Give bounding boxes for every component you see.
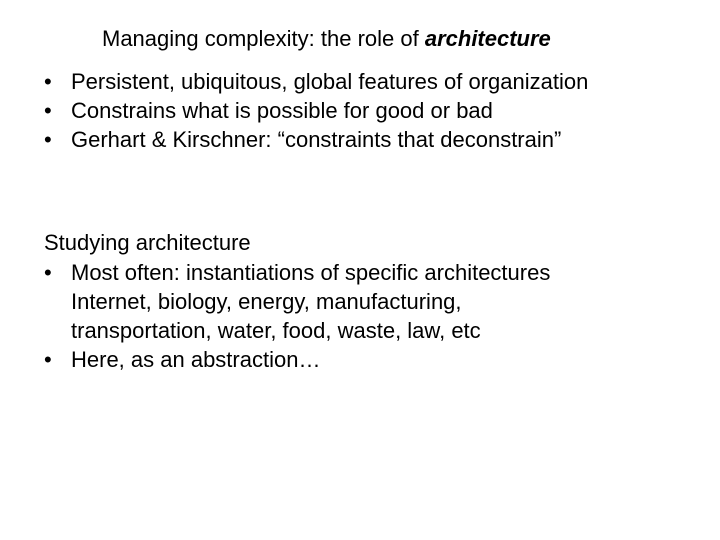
bullet-marker: • [44,127,52,152]
continuation-text: transportation, water, food, waste, law, etc [71,318,481,343]
continuation-text: Internet, biology, energy, manufacturing, [71,289,462,314]
title-emphasis: architecture [424,26,551,51]
slide-title [102,24,551,54]
bullet-marker: • [44,347,52,372]
bullet-text: Here, as an abstraction… [71,347,321,372]
bullet-marker: • [44,69,52,94]
bullet-text: Persistent, ubiquitous, global features of organization [71,69,589,94]
bullet-text: Most often: instantiations of specific architectures [71,260,551,285]
bullet-text: Constrains what is possible for good or bad [71,98,493,123]
bullet-marker: • [44,260,52,285]
section-heading: Studying architecture [44,230,251,255]
bullet-marker: • [44,98,52,123]
bullet-text: Gerhart & Kirschner: “constraints that deconstrain” [71,127,562,152]
title-prefix: Managing complexity: the role of [102,26,425,51]
